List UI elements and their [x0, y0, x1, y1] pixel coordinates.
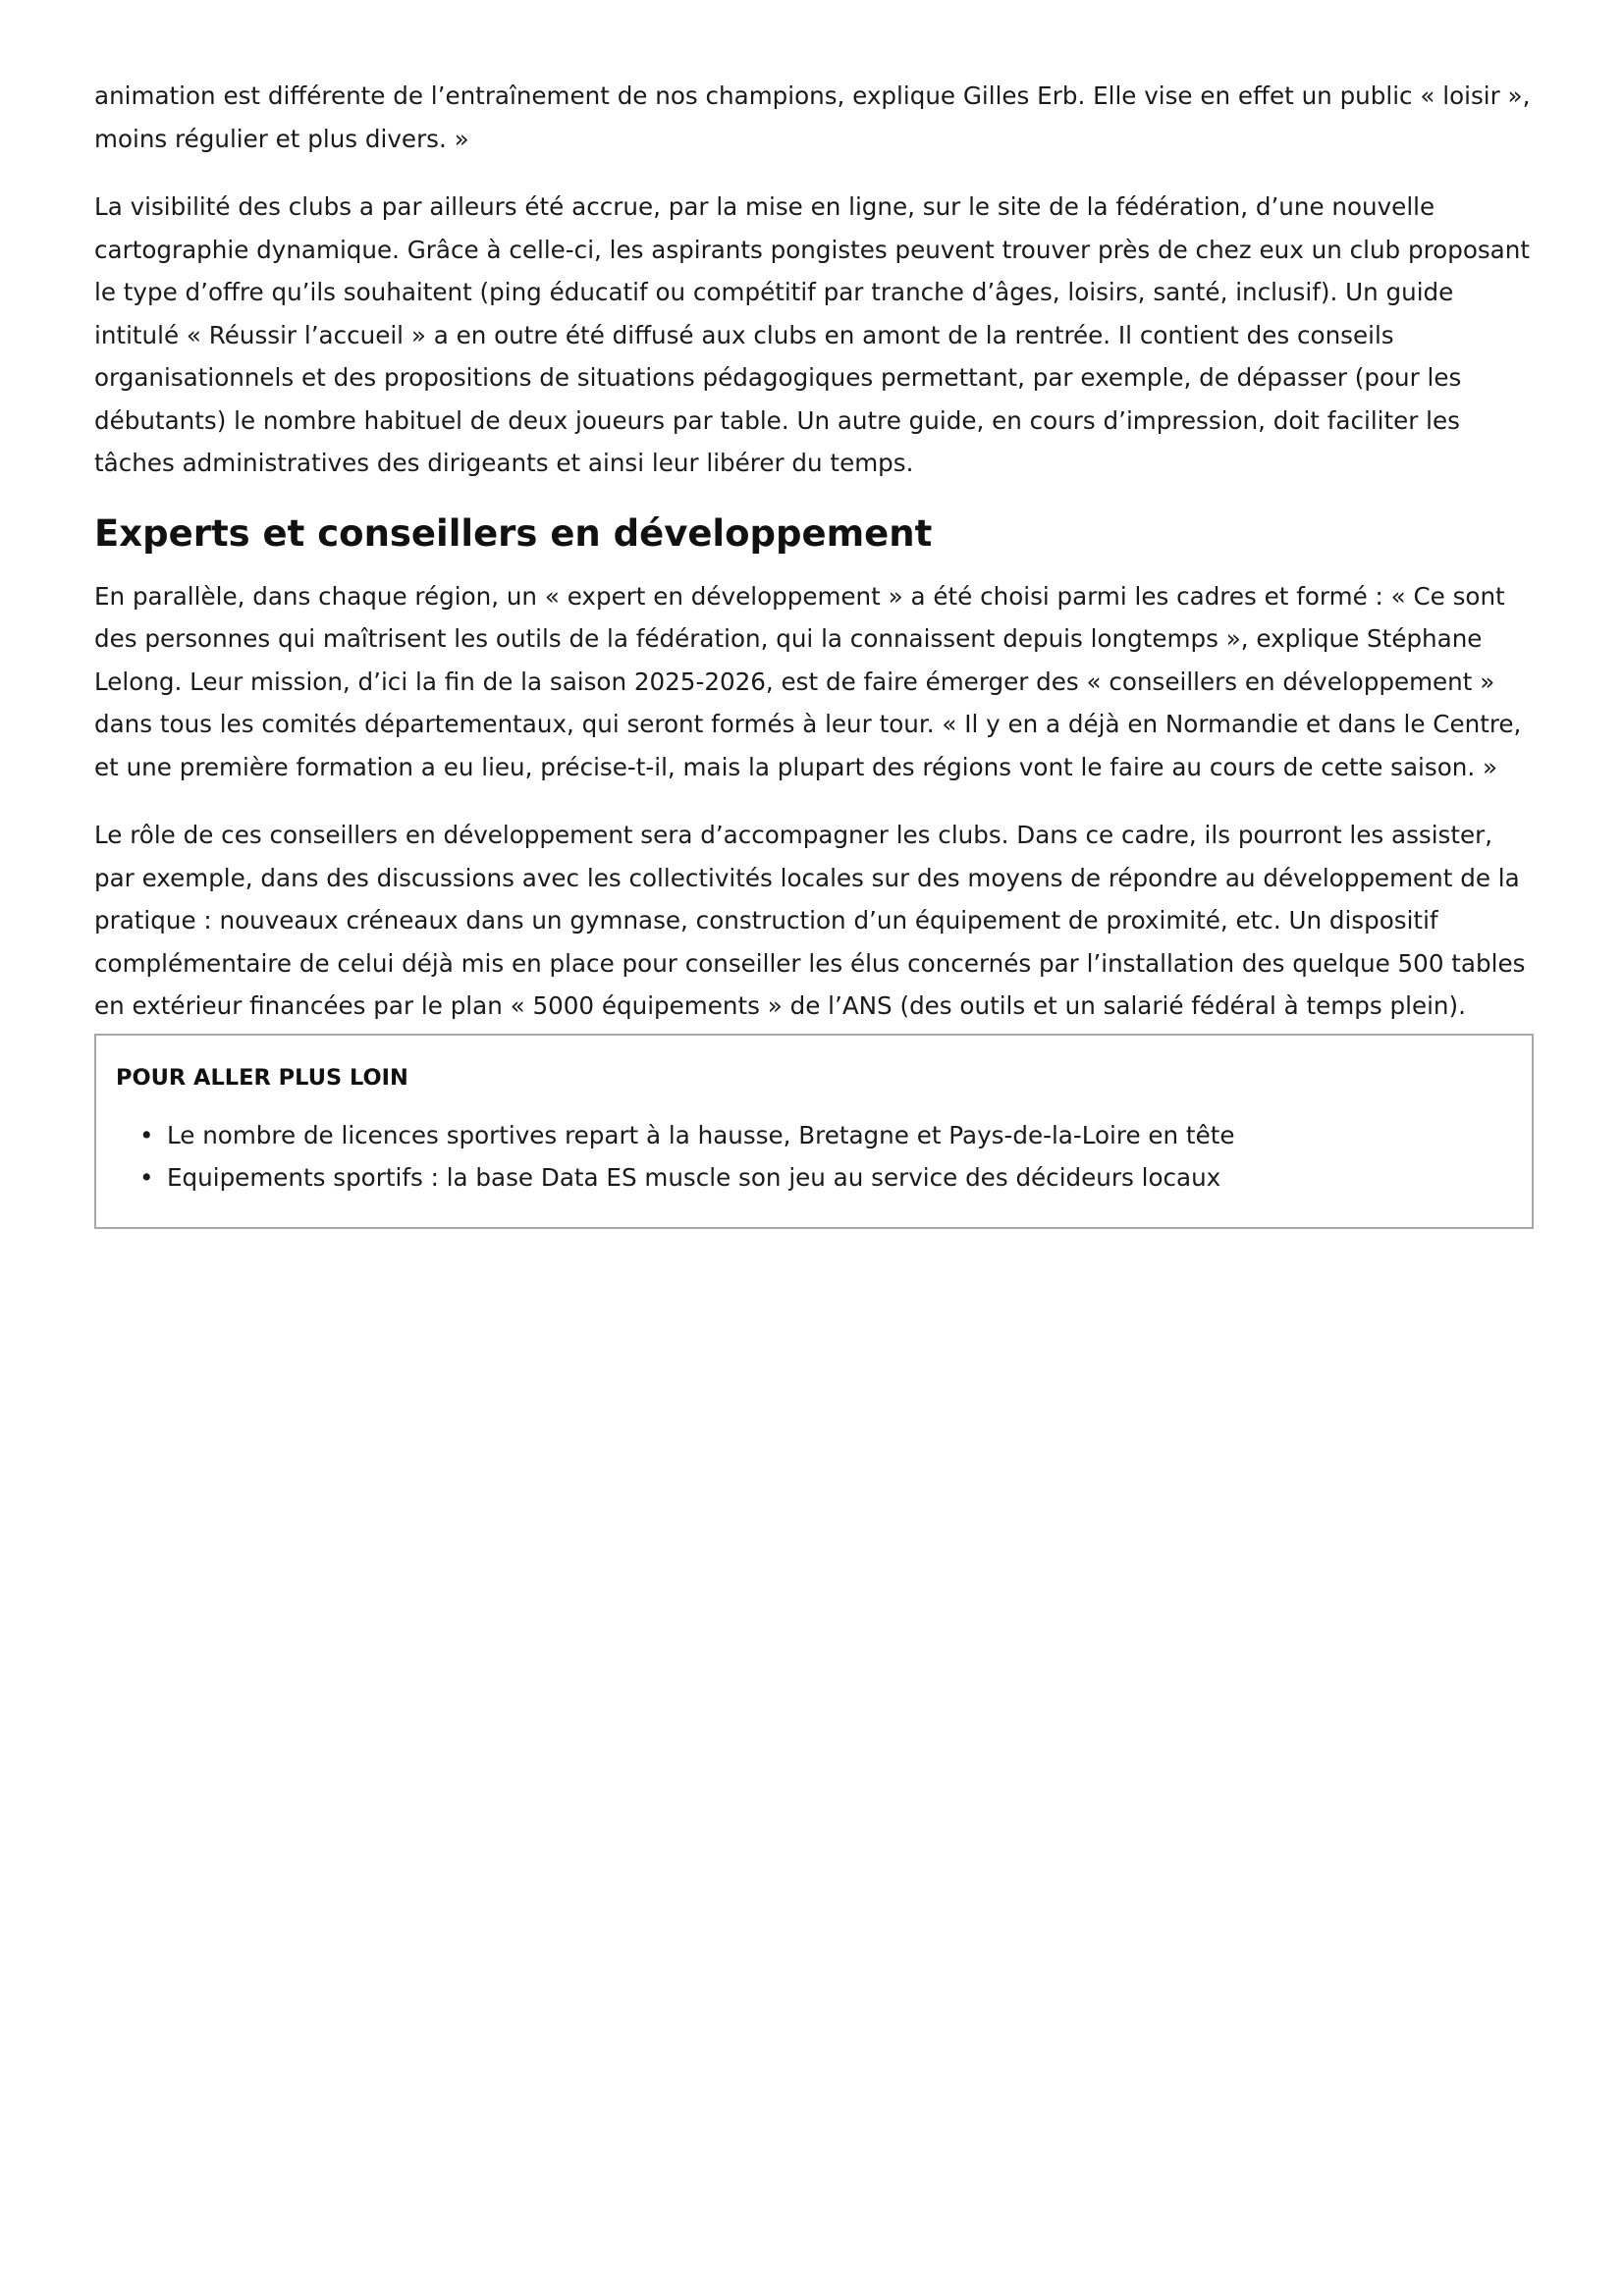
- further-reading-item[interactable]: [139, 1114, 1512, 1157]
- further-reading-title: POUR ALLER PLUS LOIN: [116, 1064, 408, 1091]
- bullet-icon: •: [139, 1120, 154, 1149]
- section-heading: Experts et conseillers en développement: [94, 511, 933, 555]
- further-reading-link[interactable]: Le nombre de licences sportives repart à la hausse, Bretagne et Pays-de-la-Loire en tête: [167, 1120, 1235, 1149]
- further-reading-item[interactable]: [139, 1156, 1512, 1200]
- further-reading-list: [116, 1114, 1512, 1200]
- article-paragraph-1: animation est différente de l’entraînement de nos champions, explique Gilles Erb. Elle vise en effet un public « loisir », moins régulier et plus divers. »: [94, 81, 1531, 153]
- further-reading-box: [94, 1034, 1534, 1229]
- article-paragraph-4: Le rôle de ces conseillers en développement sera d’accompagner les clubs. Dans ce cadre, ils pourront les assister, par exemple, dans des discussions avec les collectivités locales sur des moyens de répondre au développement de la pratique : nouveaux créneaux dans un gymnase, construction d’un équipement de proximité, etc. Un dispositif complémentaire de celui déjà mis en place pour conseiller les élus concernés par l’installation des quelque 500 tables en extérieur financées par le plan « 5000 équipements » de l’ANS (des outils et un salarié fédéral à temps plein).: [94, 821, 1526, 1020]
- article-paragraph-2: La visibilité des clubs a par ailleurs été accrue, par la mise en ligne, sur le site de la fédération, d’une nouvelle cartographie dynamique. Grâce à celle-ci, les aspirants pongistes peuvent trouver près de chez eux un club proposant le type d’offre qu’ils souhaitent (ping éducatif ou compétitif par tranche d’âges, loisirs, santé, inclusif). Un guide intitulé « Réussir l’accueil » a en outre été diffusé aux clubs en amont de la rentrée. Il contient des conseils organisationnels et des propositions de situations pédagogiques permettant, par exemple, de dépasser (pour les débutants) le nombre habituel de deux joueurs par table. Un autre guide, en cours d’impression, doit faciliter les tâches administratives des dirigeants et ainsi leur libérer du temps.: [94, 192, 1530, 477]
- further-reading-link[interactable]: Equipements sportifs : la base Data ES muscle son jeu au service des décideurs locaux: [167, 1163, 1221, 1192]
- article-paragraph-3: En parallèle, dans chaque région, un « expert en développement » a été choisi parmi les cadres et formé : « Ce sont des personnes qui maîtrisent les outils de la fédération, qui la connaissent depuis longtemps », explique Stéphane Lelong. Leur mission, d’ici la fin de la saison 2025-2026, est de faire émerger des « conseillers en développement » dans tous les comités départementaux, qui seront formés à leur tour. « Il y en a déjà en Normandie et dans le Centre, et une première formation a eu lieu, précise-t-il, mais la plupart des régions vont le faire au cours de cette saison. »: [94, 581, 1522, 781]
- bullet-icon: •: [139, 1163, 154, 1192]
- article-page: [94, 75, 1534, 1229]
